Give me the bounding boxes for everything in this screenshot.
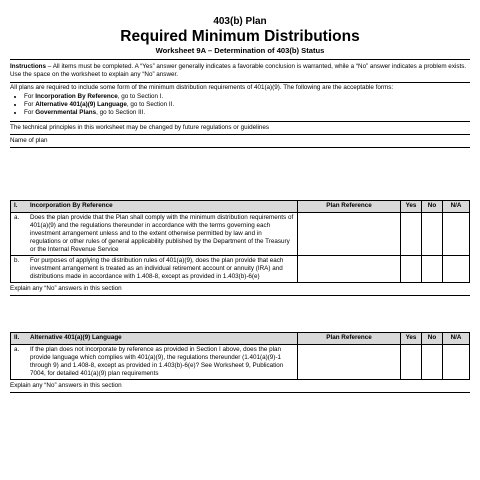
- no-cell[interactable]: [422, 213, 443, 256]
- worksheet-page: [10, 0, 470, 393]
- section-title: Incorporation By Reference: [27, 201, 298, 213]
- question-letter: b.: [11, 256, 28, 283]
- question-row: [11, 345, 470, 380]
- plan-reference-cell[interactable]: [298, 345, 401, 380]
- forms-list-item: • For Incorporation By Reference, go to Section I.: [24, 93, 470, 101]
- no-header: No: [422, 201, 443, 213]
- no-cell[interactable]: [422, 256, 443, 283]
- yes-cell[interactable]: [401, 213, 422, 256]
- instructions-text: – All items must be completed. A “Yes” answer generally indicates a favorable conclusion is warranted, while a “No” answer indicates a problem exists. Use the space on the worksheet to explain any “No” answer.: [10, 63, 467, 78]
- forms-list-item: • For Alternative 401(a)(9) Language, go to Section II.: [24, 101, 470, 109]
- page-title: Required Minimum Distributions: [120, 28, 360, 45]
- plan-reference-cell[interactable]: [298, 213, 401, 256]
- question-letter: a.: [11, 345, 28, 380]
- section-number: II.: [11, 333, 28, 345]
- question-text: If the plan does not incorporate by reference as provided in Section I above, does the plan provide language which complies with 401(a)(9), the regulations thereunder (1.401(a)(9)-1 through 9) and 1.408-8, except as provided in 1.403(b)-6(e)? See Worksheet 9, Publication 7004, for detailed 401(a)(9) plan requirements: [27, 345, 298, 380]
- yes-cell[interactable]: [401, 345, 422, 380]
- section-1-table: [10, 200, 470, 283]
- section-number: I.: [11, 201, 28, 213]
- question-text: Does the plan provide that the Plan shall comply with the minimum distribution requirements of 401(a)(9) and the regulations thereunder in accordance with the terms governing each investment arrangement unless and to the extent otherwise permitted by law and in regulations or other rules of general applicability published by the Department of the Treasury or the Internal Revenue Service: [27, 213, 298, 256]
- question-row: [11, 213, 470, 256]
- plan-heading: 403(b) Plan: [213, 16, 267, 27]
- question-text: For purposes of applying the distribution rules of 401(a)(9), does the plan provide that each investment arrangement is treated as an individual retirement account or annuity (IRA) and distributions made in accordance with 1.408-8, except as provided in 1.403(b)-6(e): [27, 256, 298, 283]
- yes-header: Yes: [401, 201, 422, 213]
- explain-field[interactable]: Explain any “No” answers in this section: [10, 380, 470, 393]
- question-row: [11, 256, 470, 283]
- instructions-label: Instructions: [10, 63, 47, 70]
- plan-reference-header: Plan Reference: [298, 333, 401, 345]
- yes-cell[interactable]: [401, 256, 422, 283]
- plan-reference-cell[interactable]: [298, 256, 401, 283]
- name-of-plan-label: Name of plan: [10, 137, 48, 144]
- worksheet-subtitle: Worksheet 9A – Determination of 403(b) Status: [155, 46, 325, 55]
- plan-reference-header: Plan Reference: [298, 201, 401, 213]
- technical-note: The technical principles in this worksheet may be changed by future regulations or guidelines: [10, 124, 270, 131]
- yes-header: Yes: [401, 333, 422, 345]
- na-cell[interactable]: [443, 213, 470, 256]
- instructions: [10, 60, 470, 82]
- no-header: No: [422, 333, 443, 345]
- forms-list: [10, 93, 470, 117]
- question-letter: a.: [11, 213, 28, 256]
- na-cell[interactable]: [443, 345, 470, 380]
- forms-list-item: • For Governmental Plans, go to Section III.: [24, 109, 470, 117]
- na-header: N/A: [443, 333, 470, 345]
- section-2-table: [10, 332, 470, 380]
- intro-text: All plans are required to include some form of the minimum distribution requirements of 401(a)(9). The following are the acceptable forms:: [10, 84, 394, 91]
- na-cell[interactable]: [443, 256, 470, 283]
- name-of-plan-field[interactable]: [10, 135, 470, 147]
- no-cell[interactable]: [422, 345, 443, 380]
- na-header: N/A: [443, 201, 470, 213]
- section-title: Alternative 401(a)(9) Language: [27, 333, 298, 345]
- explain-field[interactable]: Explain any “No” answers in this section: [10, 283, 470, 296]
